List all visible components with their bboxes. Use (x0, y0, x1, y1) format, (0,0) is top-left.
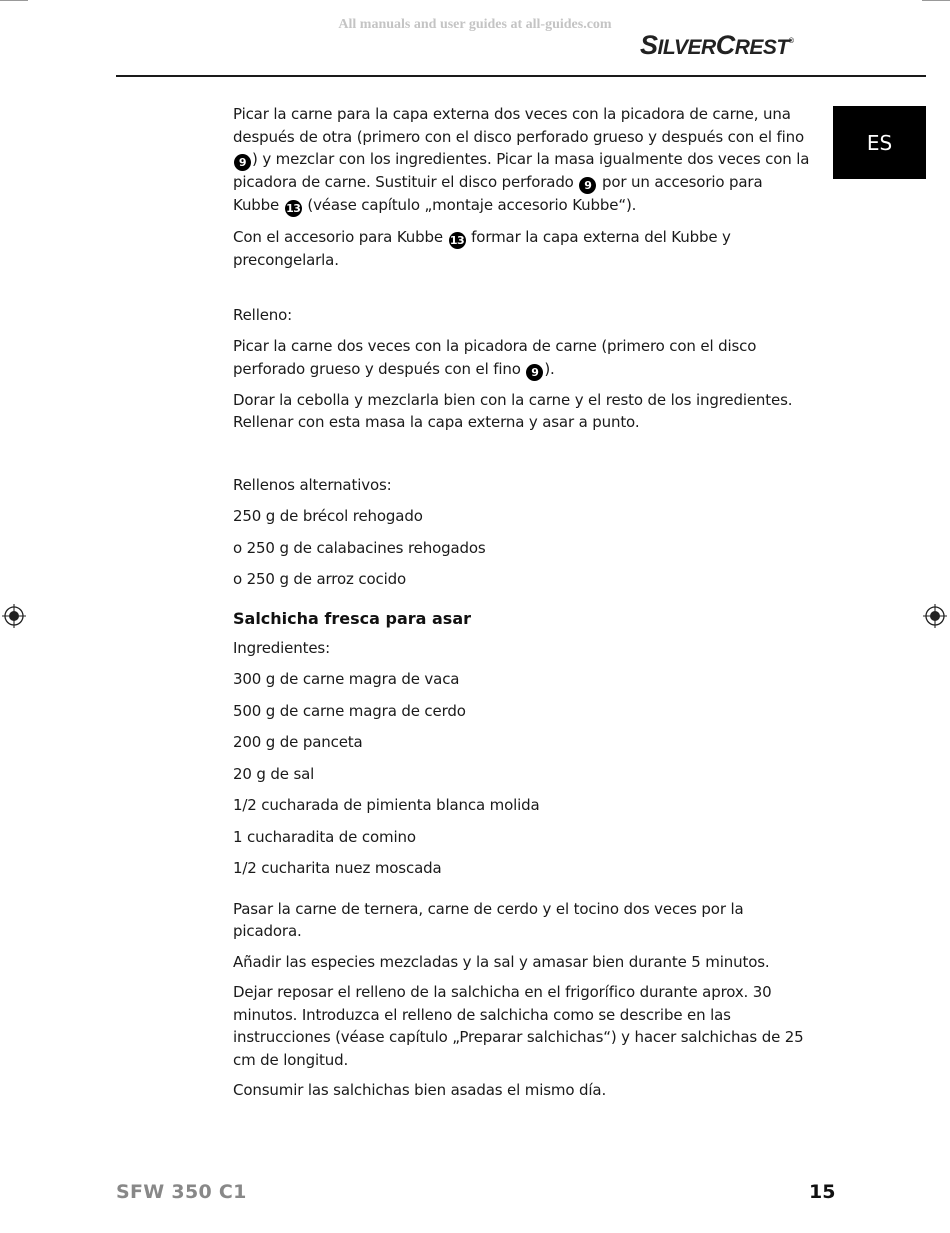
paragraph: Con el accesorio para Kubbe 13 formar la capa externa del Kubbe y precongelarla. (233, 228, 731, 269)
paragraph: Dejar reposar el relleno de la salchicha en el frigorífico durante aprox. 30 minutos. Introduzca el relleno de salchicha como se describe en las instrucciones (véase capítulo „Preparar salchichas“) y hacer salchichas de 25 cm de longitud. (233, 983, 804, 1069)
paragraph: Picar la carne dos veces con la picadora de carne (primero con el disco perforado grueso y después con el fino 9 ). (233, 337, 757, 379)
subheading-label: Relleno: (233, 305, 293, 324)
registration-mark-icon (923, 604, 947, 628)
main-content (233, 103, 811, 1102)
page-number: 15 (809, 1181, 836, 1203)
list-item: 20 g de sal (233, 764, 315, 783)
part-number-badge: 9 (234, 154, 251, 171)
crop-mark-top-right (922, 0, 950, 1)
paragraph: Dorar la cebolla y mezclarla bien con la carne y el resto de los ingredientes. Rellenar con esta masa la capa externa y asar a punto. (233, 390, 793, 431)
paragraph: Pasar la carne de ternera, carne de cerdo y el tocino dos veces por la picadora. (233, 899, 744, 940)
part-number-badge: 13 (449, 234, 465, 247)
list-item: 300 g de carne magra de vaca (233, 670, 460, 688)
section-title: Salchicha fresca para asar (233, 608, 471, 628)
list-item: 1/2 cucharada de pimienta blanca molida (233, 796, 540, 814)
paragraph: Consumir las salchichas bien asadas el mismo día. (233, 1081, 607, 1099)
paragraph: Picar la carne para la capa externa dos veces con la picadora de carne, una después de otra (primero con el disco perforado grueso y después con el fino 9 ) y mezclar con los ingredientes. Picar la masa igualmente dos veces con la picadora de carne. Sustituir el disco perforado 9 por un accesorio para Kubbe 13 (véase capítulo „montaje accesorio Kubbe“). (233, 105, 810, 215)
part-number-badge: 13 (286, 202, 301, 215)
part-number-badge: 9 (526, 364, 543, 381)
list-item: 500 g de carne magra de cerdo (233, 701, 466, 720)
list-item: o 250 g de arroz cocido (233, 570, 406, 588)
registration-mark-icon (2, 604, 26, 628)
list-item: 250 g de brécol rehogado (233, 507, 423, 525)
watermark: All manuals and user guides at all-guides.com (338, 17, 612, 32)
paragraph: Añadir las especies mezcladas y la sal y amasar bien durante 5 minutos. (233, 952, 770, 971)
list-item: 200 g de panceta (233, 733, 363, 751)
part-number-badge: 9 (579, 177, 596, 194)
subheading-label: Ingredientes: (233, 638, 330, 657)
language-tab: ES (833, 106, 926, 179)
crop-mark-top-left (0, 0, 28, 1)
subheading-label: Rellenos alternativos: (233, 475, 392, 494)
footer-model-number: SFW 350 C1 (116, 1181, 247, 1203)
list-item: 1 cucharadita de comino (233, 827, 416, 846)
header-rule (116, 75, 926, 77)
brand-logo: SILVERCREST® (640, 30, 794, 60)
list-item: o 250 g de calabacines rehogados (233, 538, 486, 557)
list-item: 1/2 cucharita nuez moscada (233, 859, 442, 877)
